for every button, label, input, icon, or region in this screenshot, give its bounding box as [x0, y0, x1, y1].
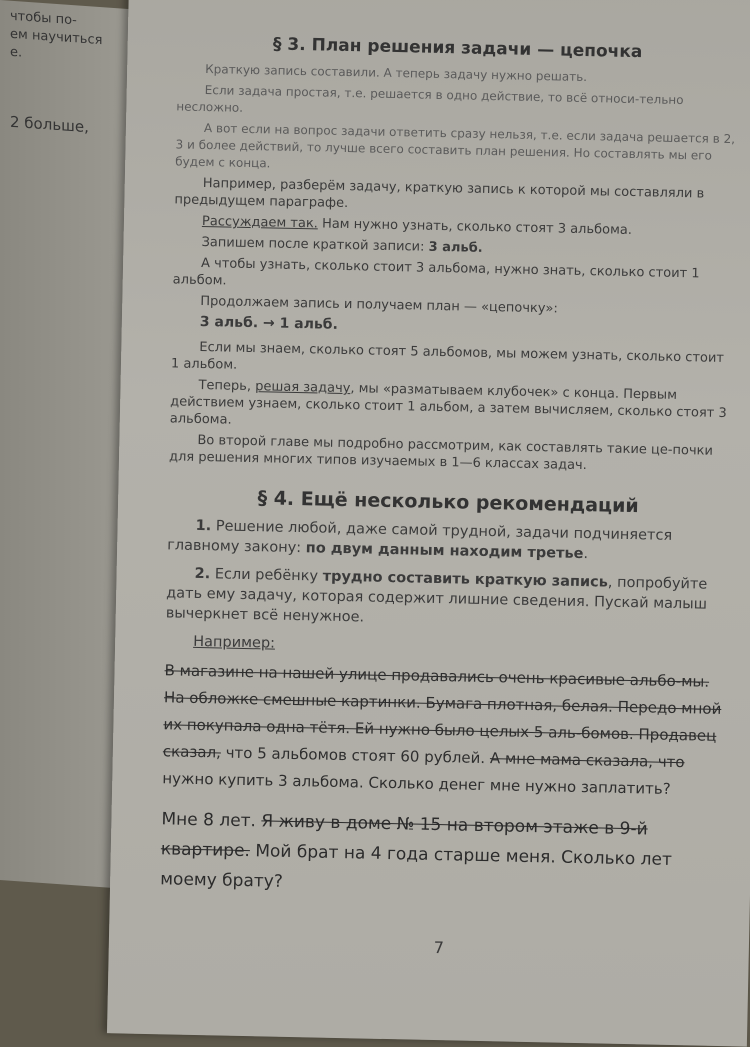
left-page-line: 2 больше,	[10, 112, 89, 137]
record-text: Запишем после краткой записи:	[201, 234, 429, 255]
kept-text: нужно купить 3 альбома. Сколько денег мне нужно заплатить?	[162, 769, 671, 798]
text-run: Теперь,	[198, 377, 256, 395]
reasoning-label: Рассуждаем так.	[201, 213, 319, 232]
paragraph: Например, разберём задачу, краткую запись к которой мы составляли в предыдущем параграфе.	[174, 176, 705, 212]
rec-number: 2.	[194, 565, 211, 583]
text-run: , мы «разматываем клубочек» с конца. Первым действием узнаем, сколько стоит 1 альбом, а затем вычисляем, сколько стоят 3 альбома.	[169, 381, 727, 428]
left-page-line: чтобы по-	[10, 8, 77, 29]
book-page	[107, 0, 750, 1047]
kept-text: Мой брат на 4 года старше меня. Сколько лет моему брату?	[159, 841, 673, 892]
solving-underlined: решая задачу	[255, 379, 351, 397]
paragraph: Краткую запись составили. А теперь задачу нужно решать.	[205, 62, 588, 85]
record-bold: 3 альб.	[428, 239, 483, 256]
rule-bold: по двум данным находим третье	[305, 540, 584, 563]
paragraph: Продолжаем запись и получаем план — «цепочку»:	[200, 293, 558, 317]
struck-text: А мне мама сказала, что	[489, 749, 685, 772]
recommendation-2	[166, 563, 727, 635]
paragraph: Если задача простая, т.е. решается в одно действие, то всё относи-тельно несложно.	[176, 83, 684, 115]
left-page-line: ем научиться	[10, 26, 103, 49]
page-content	[159, 32, 738, 958]
paragraph: А чтобы узнать, сколько стоит 3 альбома, нужно знать, сколько стоит 1 альбом.	[172, 255, 700, 289]
text-run: , попробуйте дать ему задачу, которая содержит лишние сведения. Пускай малыш вычеркнет всё ненужное.	[165, 574, 708, 626]
recommendation-1	[167, 515, 728, 567]
chain-plan: 3 альб. → 1 альб.	[199, 313, 339, 333]
paragraph: Если мы знаем, сколько стоят 5 альбомов, мы можем узнать, сколько стоит 1 альбом.	[170, 339, 725, 373]
section3-title: § 3. План решения задачи — цепочка	[272, 34, 643, 63]
brother-task	[160, 804, 722, 906]
left-page-line: е.	[10, 44, 23, 61]
page-number: 7	[433, 938, 445, 958]
paragraph: Во второй главе мы подробно рассмотрим, как составлять такие це-почки для решения многих типов изучаемых в 1—6 классах задач.	[168, 432, 714, 474]
example-label: Например:	[193, 633, 276, 652]
text-run: .	[583, 546, 589, 563]
kept-text: что 5 альбомов стоят 60 рублей.	[220, 743, 491, 768]
album-task	[162, 657, 725, 804]
text-run: Если ребёнку	[210, 566, 323, 585]
paragraph: А вот если на вопрос задачи ответить сразу нельзя, т.е. если задача решается в 2, 3 и более действий, то лучше всего составить план решения. Но составлять мы его будем с конца.	[175, 121, 736, 171]
kept-text: Мне 8 лет.	[161, 809, 262, 832]
struck-text: В магазине на нашей улице продавались очень красивые альбо-мы. На обложке смешные картинки. Бумага плотная, белая. Передо мной их покупала одна тётя. Ей нужно было целых 5 аль-бомов. Продавец сказал,	[162, 661, 722, 762]
section4-title: § 4. Ещё несколько рекомендаций	[257, 487, 639, 518]
text-run: Решение любой, даже самой трудной, задачи подчиняется главному закону:	[167, 518, 673, 557]
difficulty-bold: трудно составить краткую запись	[322, 568, 609, 591]
reasoning-text: Нам нужно узнать, сколько стоят 3 альбома.	[317, 216, 633, 238]
struck-text: Я живу в доме № 15 на втором этаже в 9-й квартире.	[160, 811, 648, 862]
paragraph	[170, 376, 731, 439]
rec-number: 1.	[195, 517, 212, 535]
